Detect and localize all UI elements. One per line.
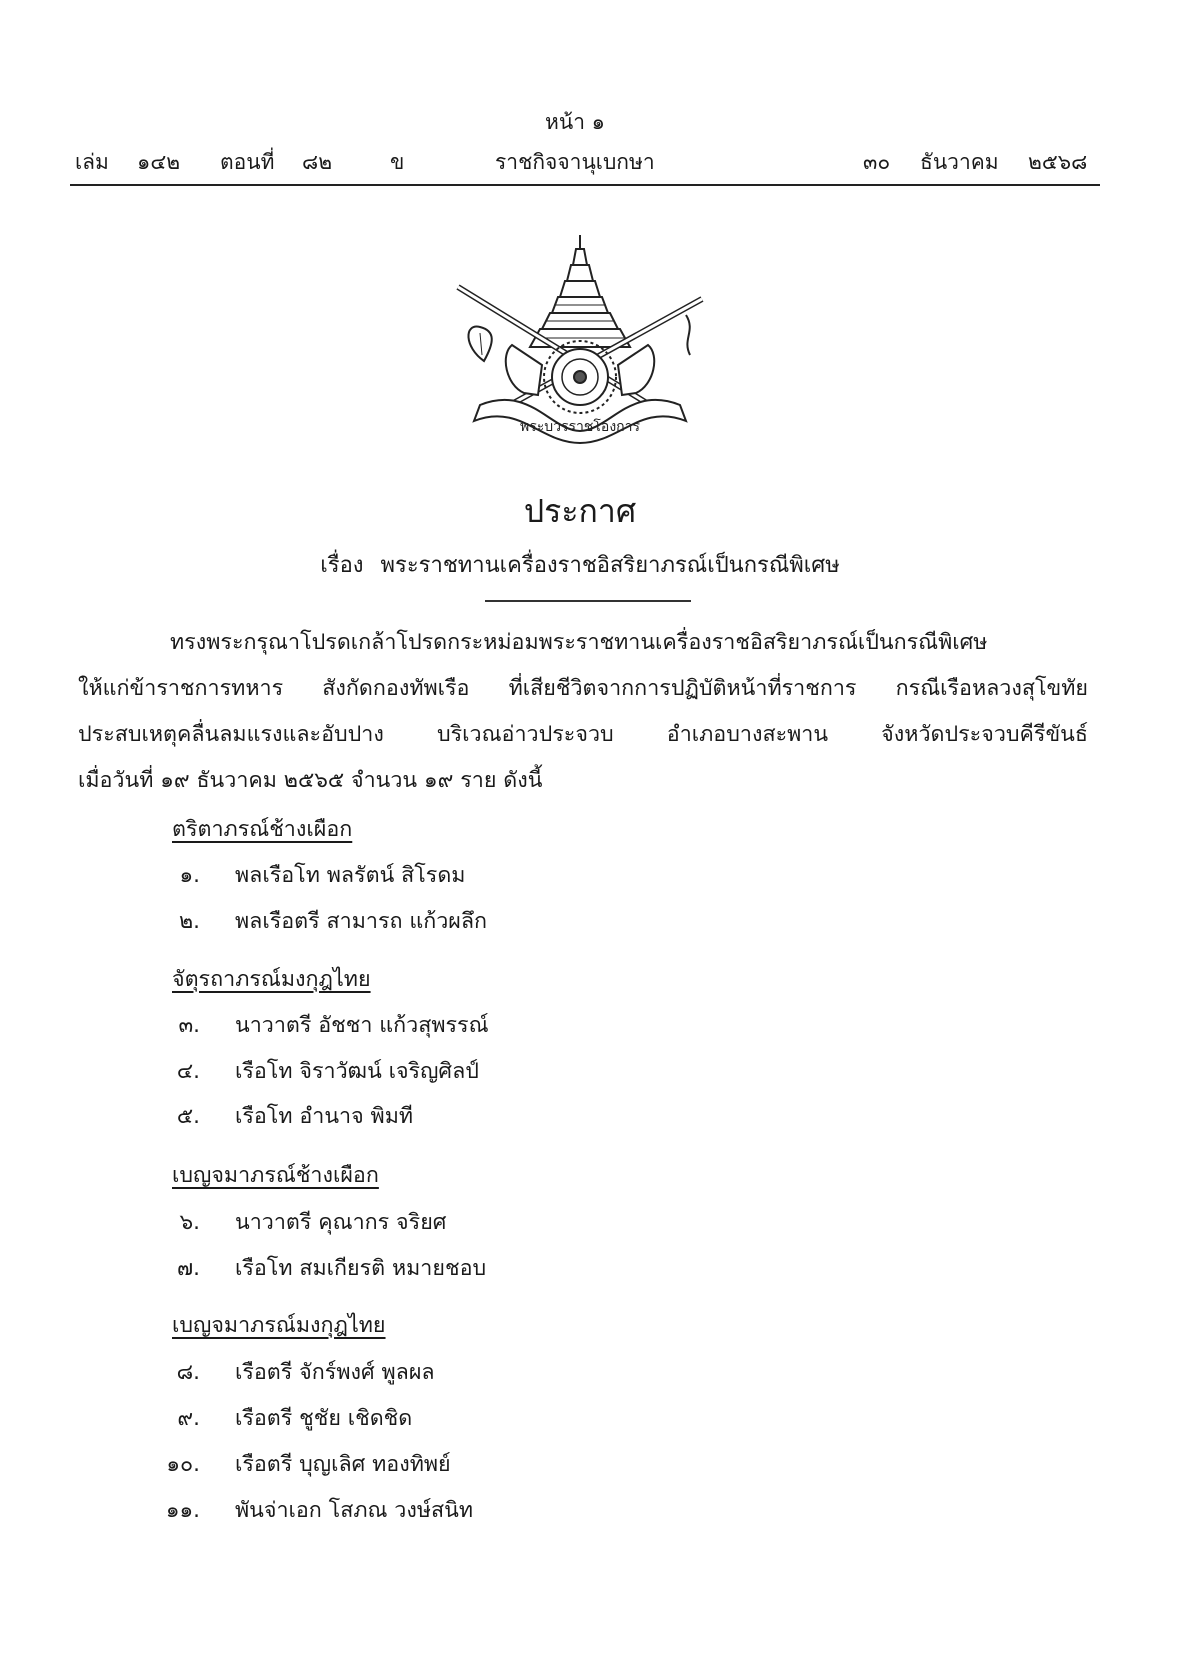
section-code: ข (390, 150, 405, 174)
item-number: ๓. (178, 1013, 200, 1038)
item-name: พลเรือตรี สามารถ แก้วผลึก (235, 909, 488, 934)
body-line: ประสบเหตุคลื่นลมแรงและอับปาง บริเวณอ่าวประจวบ อำเภอบางสะพาน จังหวัดประจวบคีรีขันธ์ (78, 722, 1088, 747)
publication-name: ราชกิจจานุเบกษา (495, 150, 655, 174)
list-item (150, 1054, 479, 1094)
list-item (150, 1401, 413, 1441)
item-name: นาวาตรี คุณากร จริยศ (235, 1210, 447, 1235)
royal-emblem-icon (450, 235, 710, 445)
emblem-ribbon-text: พระบวรราชโองการ (519, 419, 641, 435)
list-item (150, 1493, 474, 1533)
header-divider (70, 184, 1100, 186)
list-item (150, 1355, 435, 1395)
document-subject (0, 547, 1160, 582)
item-name: เรือโท อำนาจ พิมที (235, 1104, 414, 1129)
item-name: เรือตรี จักร์พงศ์ พูลผล (235, 1360, 435, 1385)
list-item (150, 1008, 489, 1048)
body-line: ให้แก่ข้าราชการทหาร สังกัดกองทัพเรือ ที่เสียชีวิตจากการปฏิบัติหน้าที่ราชการ กรณีเรือหลวงสุโขทัย (78, 676, 1088, 701)
subject-label: เรื่อง (320, 553, 364, 578)
item-name: เรือตรี บุญเลิศ ทองทิพย์ (235, 1452, 451, 1477)
issue-label: ตอนที่ (220, 150, 275, 174)
item-number: ๙. (177, 1406, 200, 1431)
item-number: ๗. (176, 1256, 200, 1281)
document-title: ประกาศ (523, 492, 637, 530)
list-item (150, 1447, 451, 1487)
item-name: พลเรือโท พลรัตน์ สิโรดม (235, 863, 466, 888)
section-heading: เบญจมาภรณ์มงกุฎไทย (172, 1313, 386, 1338)
item-number: ๑๐. (166, 1452, 200, 1477)
section-heading: ตริตาภรณ์ช้างเผือก (172, 817, 353, 842)
list-item (150, 1205, 447, 1245)
page-number: หน้า ๑ (545, 110, 605, 134)
item-name: นาวาตรี อัชชา แก้วสุพรรณ์ (235, 1013, 489, 1038)
item-number: ๕. (176, 1104, 200, 1129)
item-name: เรือโท จิราวัฒน์ เจริญศิลป์ (235, 1059, 479, 1084)
item-name: เรือตรี ชูชัย เชิดชิด (235, 1406, 413, 1431)
list-item (150, 1251, 487, 1291)
date-day: ๓๐ (863, 150, 891, 174)
issue-number: ๘๒ (302, 150, 333, 174)
item-name: พันจ่าเอก โสภณ วงษ์สนิท (235, 1498, 474, 1523)
body-paragraph (78, 620, 1088, 804)
item-name: เรือโท สมเกียรติ หมายชอบ (235, 1256, 487, 1281)
body-line: เมื่อวันที่ ๑๙ ธันวาคม ๒๕๖๕ จำนวน ๑๙ ราย ดังนี้ (78, 768, 543, 793)
title-divider (485, 600, 691, 602)
item-number: ๒. (178, 909, 200, 934)
date-month: ธันวาคม (920, 150, 999, 174)
list-item (150, 1099, 414, 1139)
list-item (150, 858, 466, 898)
item-number: ๘. (176, 1360, 200, 1385)
list-item (150, 904, 488, 944)
item-number: ๖. (179, 1210, 200, 1235)
item-number: ๔. (176, 1059, 200, 1084)
item-number: ๑. (179, 863, 200, 888)
volume-label: เล่ม (75, 150, 109, 174)
section-heading: จัตุรถาภรณ์มงกุฎไทย (172, 967, 371, 992)
volume-number: ๑๔๒ (137, 150, 181, 174)
date-year: ๒๕๖๘ (1028, 150, 1088, 174)
body-line: ทรงพระกรุณาโปรดเกล้าโปรดกระหม่อมพระราชทานเครื่องราชอิสริยาภรณ์เป็นกรณีพิเศษ (170, 630, 988, 655)
section-heading: เบญจมาภรณ์ช้างเผือก (172, 1163, 379, 1188)
gazette-header (75, 146, 1095, 178)
subject-text: พระราชทานเครื่องราชอิสริยาภรณ์เป็นกรณีพิเศษ (380, 553, 840, 578)
item-number: ๑๑. (165, 1498, 200, 1523)
